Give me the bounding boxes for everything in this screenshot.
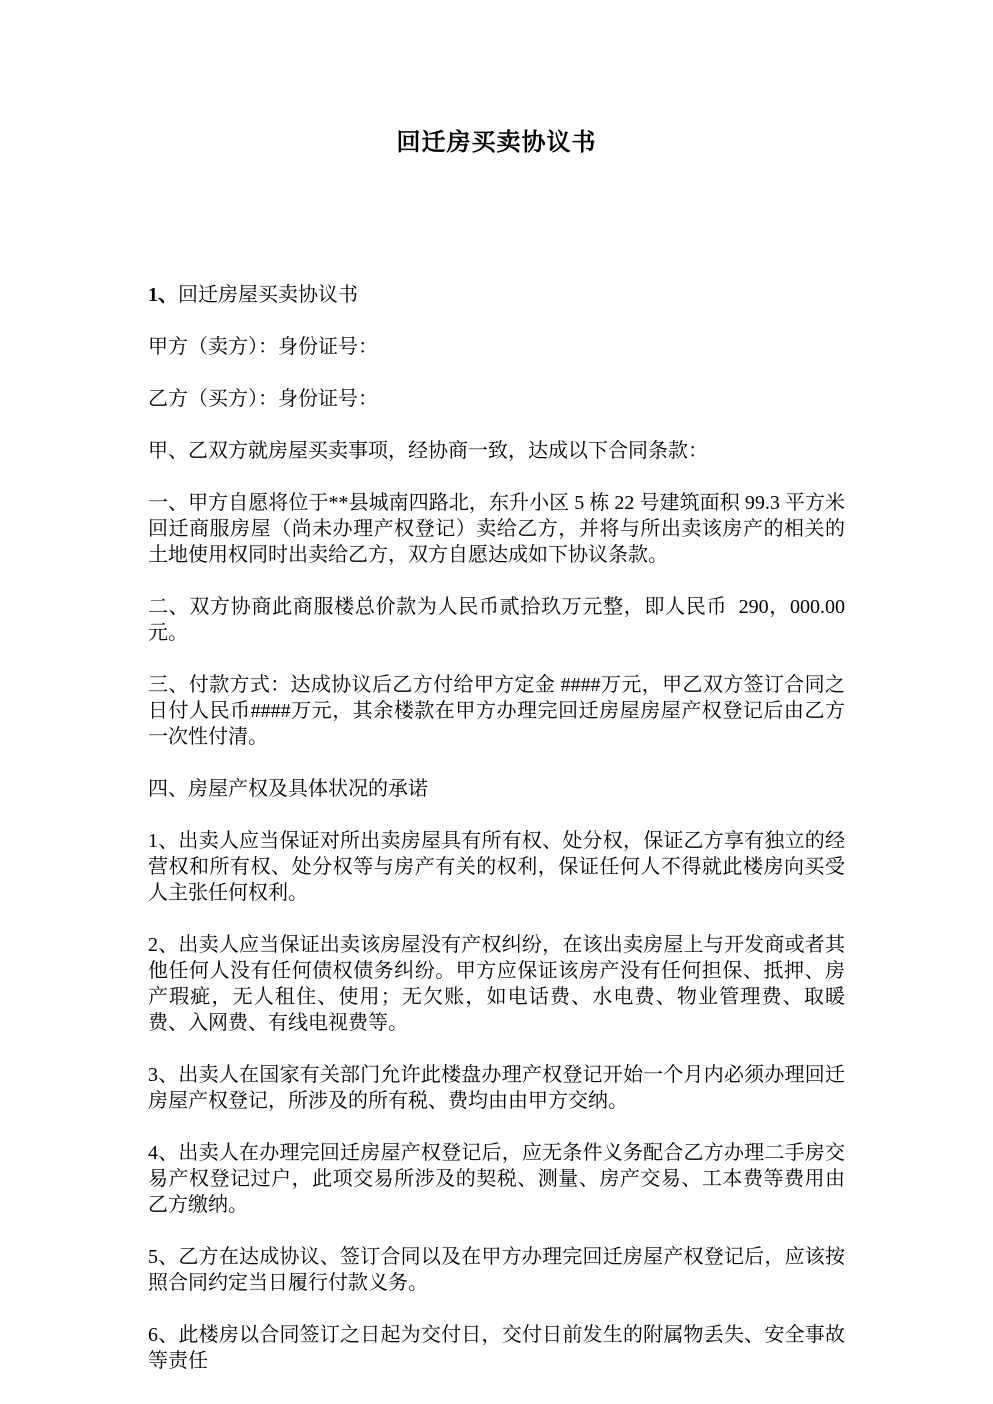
list-item-number: 1、: [148, 284, 178, 306]
clause-1-paragraph: 一、甲方自愿将位于**县城南四路北，东升小区 5 栋 22 号建筑面积 99.3 平方米回迁商服房屋（尚未办理产权登记）卖给乙方，并将与所出卖该房产的相关的土地使用权同时出卖给乙方，双方自愿达成如下协议条款。: [148, 492, 845, 566]
clause-4-item-6: 6、此楼房以合同签订之日起为交付日，交付日前发生的附属物丢失、安全事故等责任: [148, 1324, 845, 1372]
document-title: 回迁房买卖协议书: [396, 130, 597, 156]
party-b-line: 乙方（买方）：身份证号：: [148, 388, 378, 410]
list-item-title: 回迁房屋买卖协议书: [178, 284, 358, 306]
party-a-line: 甲方（卖方）：身份证号：: [148, 336, 378, 358]
clause-2-paragraph: 二、双方协商此商服楼总价款为人民币贰拾玖万元整，即人民币 290，000.00 元。: [148, 596, 850, 644]
clause-3-paragraph: 三、付款方式：达成协议后乙方付给甲方定金 ####万元，甲乙双方签订合同之日付人民币####万元，其余楼款在甲方办理完回迁房屋房屋产权登记后由乙方一次性付清。: [148, 674, 845, 748]
clause-4-item-2: 2、出卖人应当保证出卖该房屋没有产权纠纷，在该出卖房屋上与开发商或者其他任何人没有任何债权债务纠纷。甲方应保证该房产没有任何担保、抵押、房产瑕疵，无人租住、使用；无欠账，如电话费、水电费、物业管理费、取暖费、入网费、有线电视费等。: [148, 934, 845, 1034]
clause-4-item-3: 3、出卖人在国家有关部门允许此楼盘办理产权登记开始一个月内必须办理回迁房屋产权登记，所涉及的所有税、费均由由甲方交纳。: [148, 1064, 845, 1112]
clause-4-item-5: 5、乙方在达成协议、签订合同以及在甲方办理完回迁房屋产权登记后，应该按照合同约定当日履行付款义务。: [148, 1246, 845, 1294]
preamble-paragraph: 甲、乙双方就房屋买卖事项，经协商一致，达成以下合同条款：: [148, 440, 708, 462]
list-item-heading: [148, 282, 845, 308]
clause-4-heading: 四、房屋产权及具体状况的承诺: [148, 778, 428, 800]
clause-4-item-1: 1、出卖人应当保证对所出卖房屋具有所有权、处分权，保证乙方享有独立的经营权和所有权、处分权等与房产有关的权利，保证任何人不得就此楼房向买受人主张任何权利。: [148, 830, 845, 904]
clause-4-item-4: 4、出卖人在办理完回迁房屋产权登记后，应无条件义务配合乙方办理二手房交易产权登记过户，此项交易所涉及的契税、测量、房产交易、工本费等费用由乙方缴纳。: [148, 1142, 845, 1216]
